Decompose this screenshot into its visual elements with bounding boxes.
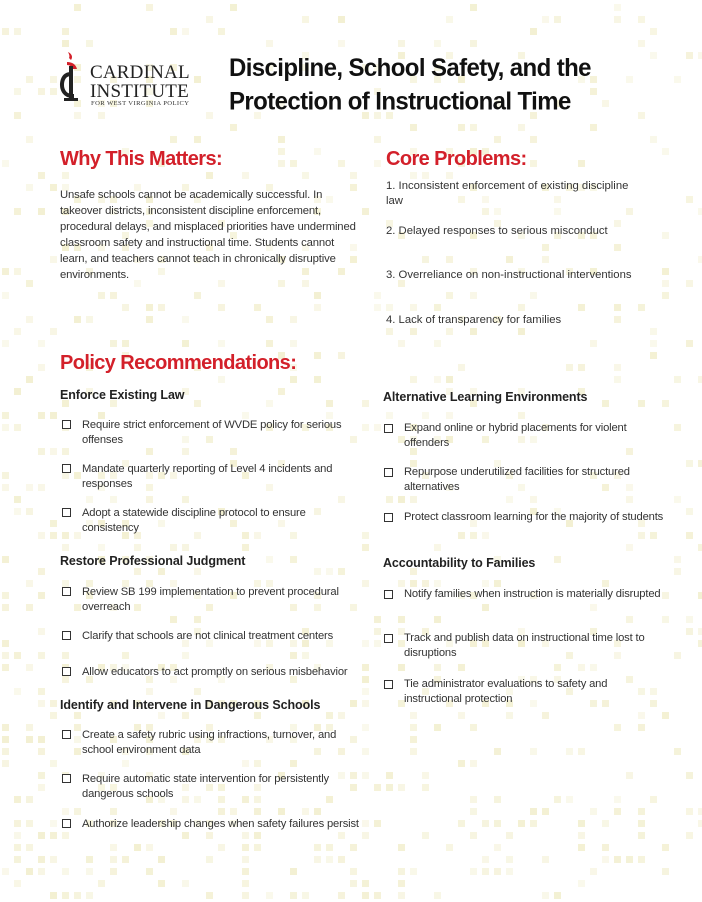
checklist-item-label: Review SB 199 implementation to prevent procedural overreach xyxy=(82,586,339,613)
logo-text-institute: INSTITUTE xyxy=(90,81,189,102)
group-title-identify-and-intervene: Identify and Intervene in Dangerous Schools xyxy=(60,698,321,712)
checkbox[interactable] xyxy=(62,774,71,783)
checkbox[interactable] xyxy=(62,420,71,429)
logo-text-cardinal: CARDINAL xyxy=(90,62,190,83)
checklist-item-label: Protect classroom learning for the majority of students xyxy=(404,511,664,523)
group-title-alternative-learning: Alternative Learning Environments xyxy=(383,390,588,404)
checkbox[interactable] xyxy=(384,468,393,477)
checkbox[interactable] xyxy=(384,634,393,643)
cardinal-logo-icon xyxy=(58,50,90,106)
logo-tagline: FOR WEST VIRGINIA POLICY xyxy=(91,100,190,107)
core-problems-heading: Core Problems: xyxy=(386,148,527,170)
why-matters-heading: Why This Matters: xyxy=(60,148,223,170)
group-title-restore-professional-judgment: Restore Professional Judgment xyxy=(60,554,246,568)
policy-recommendations-heading: Policy Recommendations: xyxy=(60,352,297,374)
checkbox[interactable] xyxy=(62,819,71,828)
checklist-item-label: Clarify that schools are not clinical treatment centers xyxy=(82,630,334,642)
page-title xyxy=(229,52,669,119)
core-problem-item: 4. Lack of transparency for families xyxy=(386,314,562,326)
checklist-item-label: Authorize leadership changes when safety failures persist xyxy=(82,818,359,830)
core-problem-item: 1. Inconsistent enforcement of existing discipline law xyxy=(386,180,629,207)
checkbox[interactable] xyxy=(62,508,71,517)
checklist-item-label: Repurpose underutilized facilities for structured alternatives xyxy=(404,466,630,493)
checklist-item-label: Create a safety rubric using infractions, turnover, and school environment data xyxy=(82,729,337,756)
checklist-item-label: Adopt a statewide discipline protocol to ensure consistency xyxy=(82,507,306,534)
group-title-enforce-existing-law: Enforce Existing Law xyxy=(60,388,185,402)
checkbox[interactable] xyxy=(62,587,71,596)
checkbox[interactable] xyxy=(384,513,393,522)
checkbox[interactable] xyxy=(384,680,393,689)
checkbox[interactable] xyxy=(62,631,71,640)
cardinal-institute-logo xyxy=(58,50,208,106)
group-title-accountability-to-families: Accountability to Families xyxy=(383,556,536,570)
title-line-2: Protection of Instructional Time xyxy=(229,87,571,117)
core-problem-item: 3. Overreliance on non-instructional interventions xyxy=(386,269,632,281)
why-matters-body: Unsafe schools cannot be academically successful. In takeover districts, inconsistent discipline enforcement, procedural delays, and misplaced priorities have undermined classroom safety and instructional time. Students cannot learn, and teachers cannot teach in chronically disruptive environments. xyxy=(60,189,356,281)
checklist-item-label: Notify families when instruction is materially disrupted xyxy=(404,588,661,600)
core-problem-item: 2. Delayed responses to serious misconduct xyxy=(386,225,608,237)
checkbox[interactable] xyxy=(62,464,71,473)
checkbox[interactable] xyxy=(384,590,393,599)
checklist-item-label: Tie administrator evaluations to safety and instructional protection xyxy=(404,678,608,705)
checkbox[interactable] xyxy=(62,730,71,739)
checklist-item-label: Track and publish data on instructional time lost to disruptions xyxy=(404,632,645,659)
checklist-item-label: Require automatic state intervention for persistently dangerous schools xyxy=(82,773,330,800)
checklist-item-label: Expand online or hybrid placements for violent offenders xyxy=(404,422,627,449)
title-line-1: Discipline, School Safety, and the xyxy=(229,54,591,83)
checklist-item-label: Mandate quarterly reporting of Level 4 incidents and responses xyxy=(82,463,333,490)
checkbox[interactable] xyxy=(384,424,393,433)
checklist-item-label: Require strict enforcement of WVDE policy for serious offenses xyxy=(82,419,342,446)
checkbox[interactable] xyxy=(62,667,71,676)
checklist-item-label: Allow educators to act promptly on serious misbehavior xyxy=(82,666,348,678)
